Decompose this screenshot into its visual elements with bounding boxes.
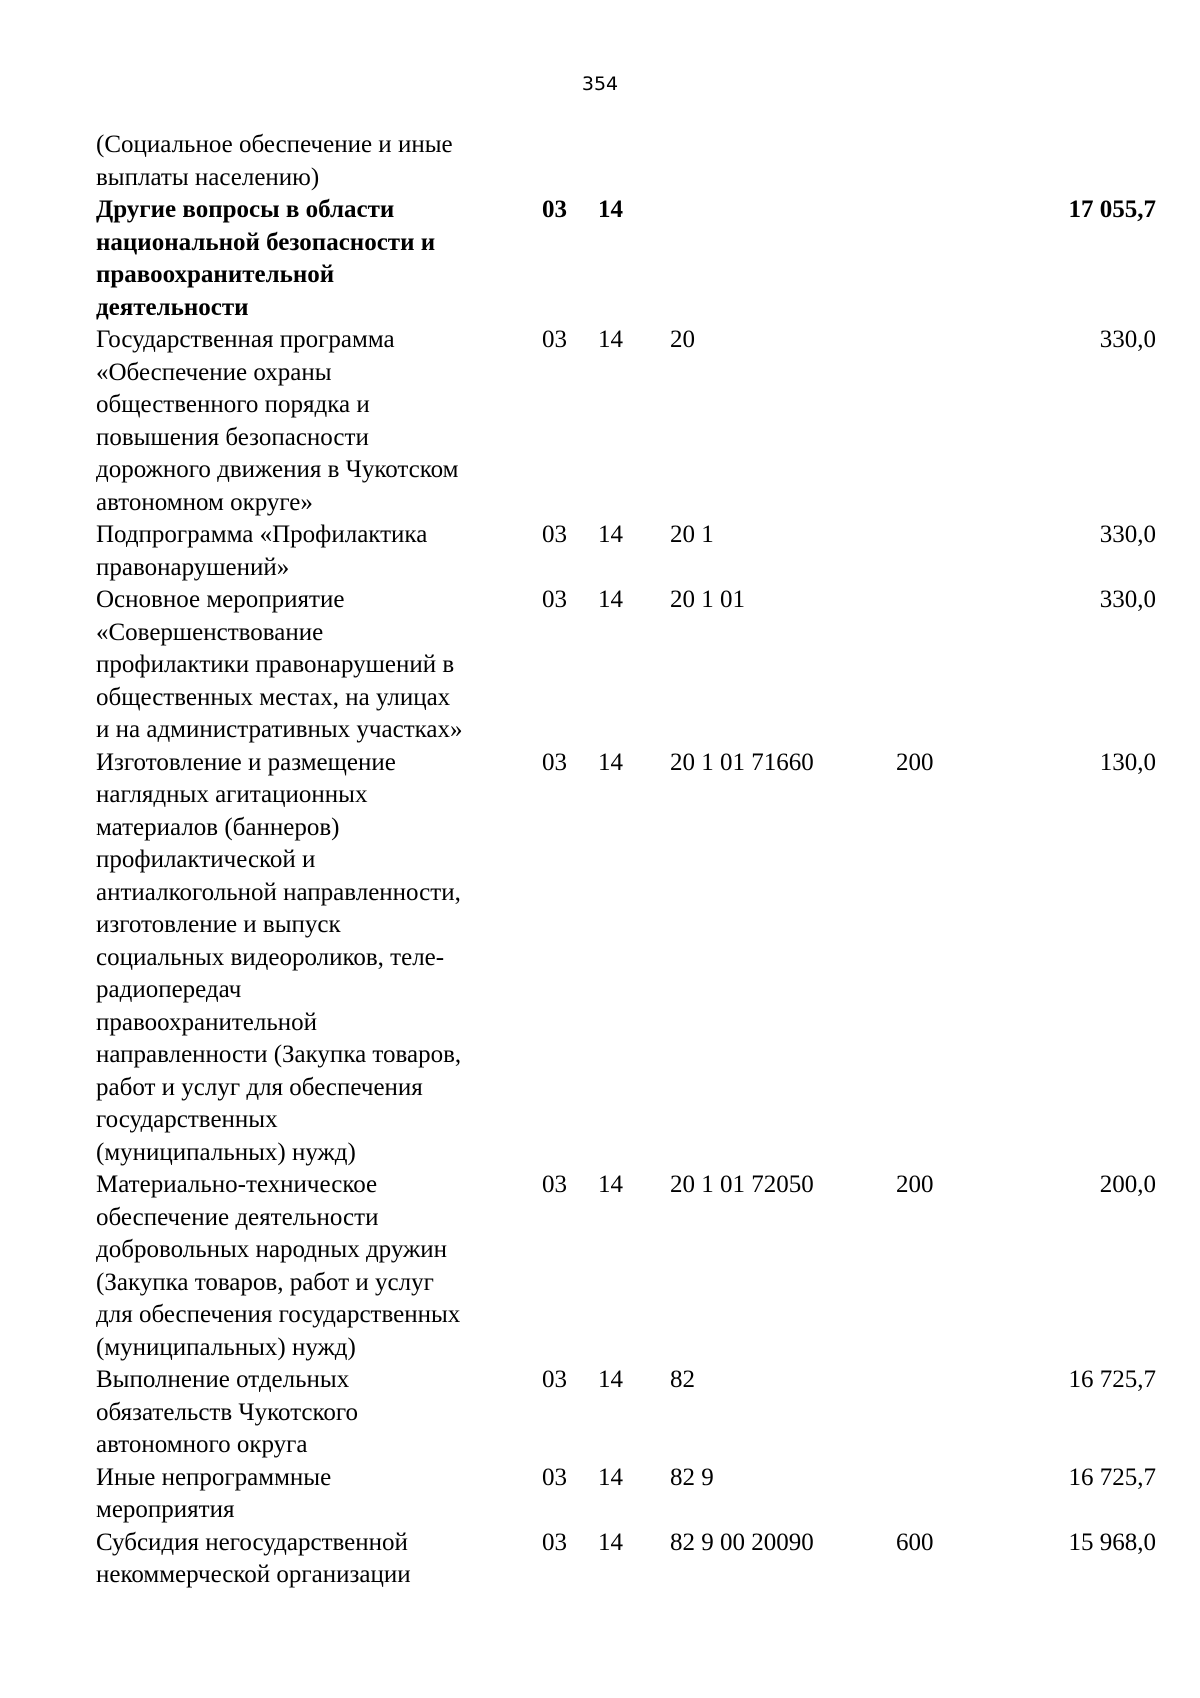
row-amount: 16 725,7 xyxy=(1068,1366,1156,1393)
row-section: 03 xyxy=(542,521,567,548)
row-section: 03 xyxy=(542,1366,567,1393)
row-expense-type: 200 xyxy=(896,748,934,776)
row-target-item: 20 1 01 71660 xyxy=(670,748,814,776)
row-section: 03 xyxy=(542,1171,567,1198)
row-amount: 15 968,0 xyxy=(1068,1528,1156,1556)
table-row xyxy=(96,1527,1156,1592)
row-expense-type: 600 xyxy=(896,1528,934,1556)
row-target-item: 20 xyxy=(670,326,695,353)
row-name: Изготовление и размещение наглядных агитационных материалов (баннеров) профилактической и антиалкогольной направленности, изготовление и выпуск социальных видеороликов, теле- радиопередач правоохранительной направленности (Закупка товаров, работ и услуг для обеспечения государственных (муниципальных) нужд) xyxy=(96,748,462,1166)
row-subsection: 14 xyxy=(598,326,623,353)
row-subsection: 14 xyxy=(598,196,623,223)
row-section: 03 xyxy=(542,748,567,776)
table-row xyxy=(96,1462,1156,1527)
table-row xyxy=(96,519,1156,584)
row-subsection: 14 xyxy=(598,1366,623,1393)
row-target-item: 20 1 01 xyxy=(670,586,745,613)
row-amount: 16 725,7 xyxy=(1068,1463,1156,1491)
table-row xyxy=(96,584,1156,747)
table-row xyxy=(96,1364,1156,1462)
row-subsection: 14 xyxy=(598,1171,623,1198)
table-row xyxy=(96,747,1156,1170)
row-amount: 130,0 xyxy=(1099,748,1156,776)
row-target-item: 82 xyxy=(670,1366,695,1393)
row-name: (Социальное обеспечение и иные выплаты населению) xyxy=(96,131,453,191)
row-section: 03 xyxy=(542,1528,567,1556)
row-amount: 17 055,7 xyxy=(1068,196,1156,223)
row-name: Материально-техническое обеспечение деятельности добровольных народных дружин (Закупка товаров, работ и услуг для обеспечения государственных (муниципальных) нужд) xyxy=(96,1171,461,1361)
row-amount: 200,0 xyxy=(1099,1171,1156,1198)
row-name: Государственная программа «Обеспечение охраны общественного порядка и повышения безопасности дорожного движения в Чукотском автономном округе» xyxy=(96,326,459,516)
row-section: 03 xyxy=(542,586,567,613)
row-section: 03 xyxy=(542,196,567,223)
row-name: Другие вопросы в области национальной безопасности и правоохранительной деятельности xyxy=(96,196,436,321)
row-amount: 330,0 xyxy=(1099,326,1156,353)
row-amount: 330,0 xyxy=(1099,586,1156,613)
row-target-item: 82 9 00 20090 xyxy=(670,1528,814,1556)
row-name: Субсидия негосударственной некоммерческой организации xyxy=(96,1528,411,1588)
table-row xyxy=(96,129,1156,194)
row-name: Выполнение отдельных обязательств Чукотского автономного округа xyxy=(96,1366,359,1458)
table-row xyxy=(96,194,1156,324)
row-section: 03 xyxy=(542,326,567,353)
page-number: 354 xyxy=(581,73,619,95)
row-section: 03 xyxy=(542,1463,567,1491)
table-row xyxy=(96,324,1156,519)
row-subsection: 14 xyxy=(598,586,623,613)
row-name: Основное мероприятие «Совершенствование профилактики правонарушений в общественных местах, на улицах и на административных участках» xyxy=(96,586,463,743)
row-subsection: 14 xyxy=(598,1528,623,1556)
row-target-item: 20 1 01 72050 xyxy=(670,1171,814,1198)
budget-table xyxy=(96,129,1156,1592)
row-name: Подпрограмма «Профилактика правонарушений» xyxy=(96,521,428,581)
row-amount: 330,0 xyxy=(1099,521,1156,548)
row-subsection: 14 xyxy=(598,748,623,776)
row-expense-type: 200 xyxy=(896,1171,934,1198)
row-subsection: 14 xyxy=(598,521,623,548)
row-target-item: 20 1 xyxy=(670,521,714,548)
row-target-item: 82 9 xyxy=(670,1463,714,1491)
row-name: Иные непрограммные мероприятия xyxy=(96,1463,332,1523)
row-subsection: 14 xyxy=(598,1463,623,1491)
table-row xyxy=(96,1169,1156,1364)
